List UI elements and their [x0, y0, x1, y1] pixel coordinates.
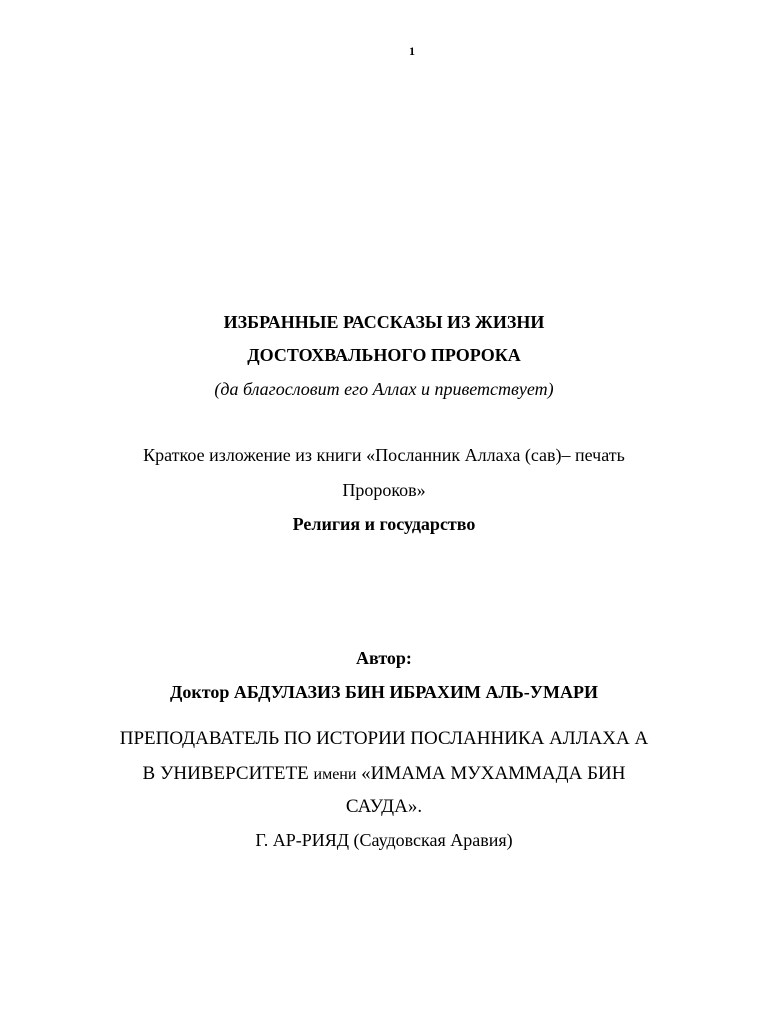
- summary-line-2: Пророков»: [342, 480, 426, 500]
- title-line-2: ДОСТОХВАЛЬНОГО ПРОРОКА: [247, 345, 521, 365]
- position-line-1: ПРЕПОДАВАТЕЛЬ ПО ИСТОРИИ ПОСЛАННИКА АЛЛАХА А: [119, 728, 649, 749]
- position-line-2-name-word: имени: [313, 766, 357, 783]
- position-line-2: [0, 763, 768, 785]
- summary-line-1: Краткое изложение из книги «Посланник Аллаха (сав)– печать: [143, 445, 625, 465]
- position-line-3: САУДА».: [345, 796, 423, 817]
- section-title: Религия и государство: [292, 514, 476, 534]
- page-number: 1: [409, 44, 415, 58]
- author-label: Автор:: [356, 648, 412, 668]
- position-line-2-start: В УНИВЕРСИТЕТЕ: [142, 763, 314, 784]
- city-line: Г. АР-РИЯД (Саудовская Аравия): [255, 830, 513, 850]
- position-line-2-end: «ИМАМА МУХАММАДА БИН: [356, 763, 626, 784]
- title-line-1: ИЗБРАННЫЕ РАССКАЗЫ ИЗ ЖИЗНИ: [223, 312, 545, 332]
- blessing-line: (да благословит его Аллах и приветствует): [214, 379, 554, 399]
- author-name: Доктор АБДУЛАЗИЗ БИН ИБРАХИМ АЛЬ-УМАРИ: [170, 682, 598, 702]
